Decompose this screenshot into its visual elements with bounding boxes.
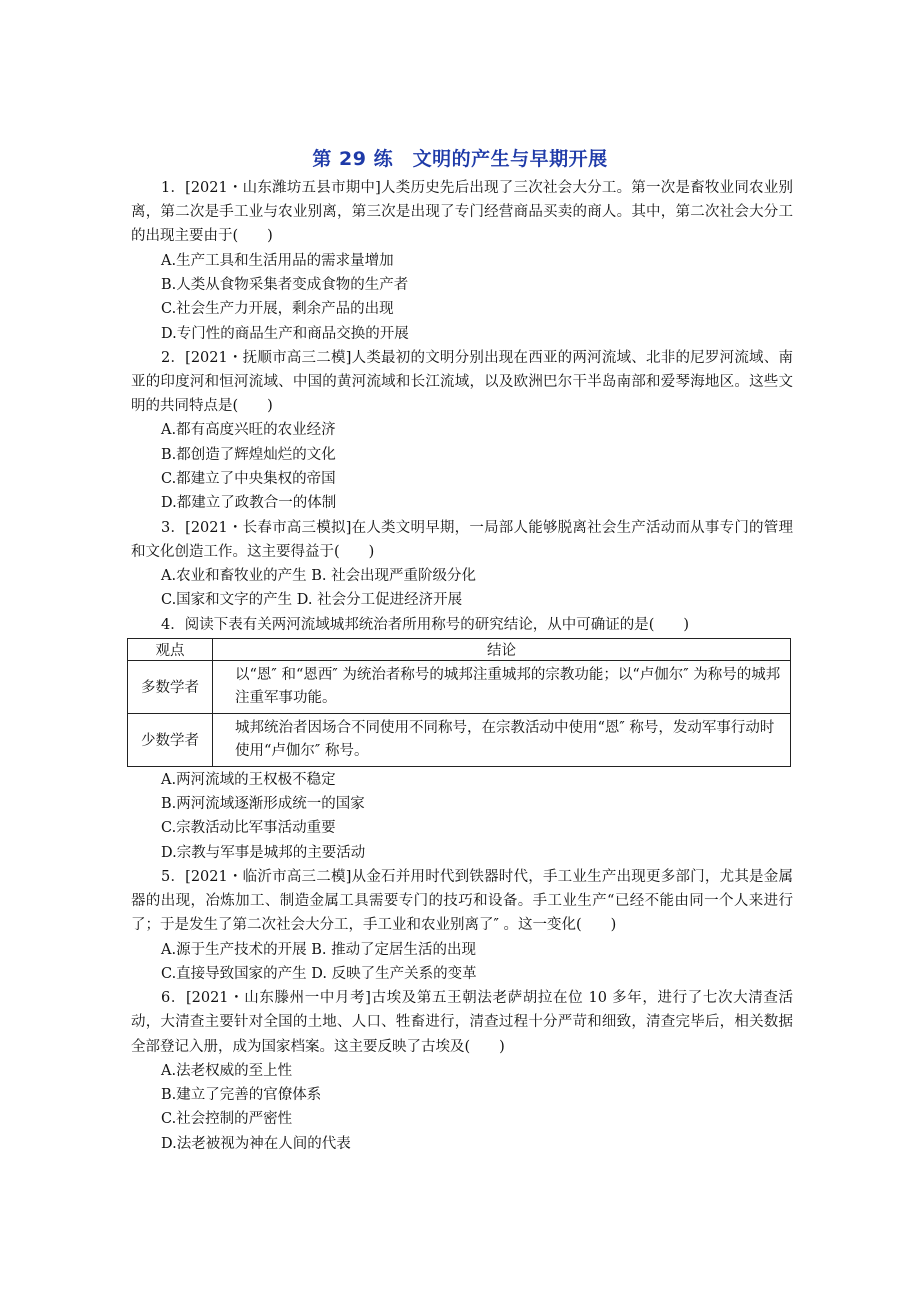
option-a-b: A.农业和畜牧业的产生 B. 社会出现严重阶级分化	[161, 568, 477, 584]
table-cell-conclusion: 城邦统治者因场合不同使用不同称号，在宗教活动中使用“恩″ 称号，发动军事行动时使用“卢伽尔″ 称号。	[213, 713, 791, 766]
question-stem: 6．[2021・山东滕州一中月考]古埃及第五王朝法老萨胡拉在位 10 多年，进行了七次大清查活动，大清查主要针对全国的土地、人口、牲畜进行，清查过程十分严苛和细致，清查完毕后，相关数据全部登记入册，成为国家档案。这主要反映了古埃及( )	[131, 990, 793, 1055]
option-b: B.都创造了辉煌灿烂的文化	[161, 446, 336, 463]
question-stem: 3．[2021・长春市高三模拟]在人类文明早期，一局部人能够脱离社会生产活动而从事专门的管理和文化创造工作。这主要得益于( )	[131, 519, 793, 560]
page-title: 第 29 练 文明的产生与早期开展	[312, 148, 608, 170]
table-row	[128, 713, 791, 766]
option-c: C.社会控制的严密性	[161, 1111, 293, 1128]
option-b: B.两河流域逐渐形成统一的国家	[161, 796, 365, 813]
table-header-cell: 观点	[128, 638, 213, 660]
question-list	[131, 176, 793, 1156]
table-cell-viewpoint: 多数学者	[128, 660, 213, 713]
option-c: C.宗教活动比军事活动重要	[161, 820, 336, 837]
table-header-row	[128, 638, 791, 660]
option-d: D.宗教与军事是城邦的主要活动	[161, 844, 366, 861]
research-table	[127, 638, 791, 767]
question-4	[131, 613, 793, 865]
option-a: A.都有高度兴旺的农业经济	[161, 422, 336, 439]
option-a: A.生产工具和生活用品的需求量增加	[161, 252, 394, 269]
option-b: B.人类从食物采集者变成食物的生产者	[161, 276, 409, 293]
question-2	[131, 346, 793, 516]
option-d: D.法老被视为神在人间的代表	[161, 1135, 351, 1152]
question-stem: 2．[2021・抚顺市高三二模]人类最初的文明分别出现在西亚的两河流域、北非的尼罗河流域、南亚的印度河和恒河流域、中国的黄河流域和长江流域，以及欧洲巴尔干半岛南部和爱琴海地区。这些文明的共同特点是( )	[131, 349, 793, 415]
option-a: A.两河流域的王权极不稳定	[161, 771, 336, 788]
option-b: B.建立了完善的官僚体系	[161, 1087, 322, 1104]
question-1	[131, 176, 793, 346]
question-3	[131, 516, 793, 613]
question-stem: 1．[2021・山东潍坊五县市期中]人类历史先后出现了三次社会大分工。第一次是畜牧业同农业别离，第二次是手工业与农业别离，第三次是出现了专门经营商品买卖的商人。其中，第二次社会大分工的出现主要由于( )	[131, 180, 793, 245]
table-header-cell: 结论	[213, 638, 791, 660]
option-a-b: A.源于生产技术的开展 B. 推动了定居生活的出现	[161, 941, 477, 958]
table-cell-conclusion: 以“恩″ 和“恩西″ 为统治者称号的城邦注重城邦的宗教功能；以“卢伽尔″ 为称号的城邦注重军事功能。	[213, 660, 791, 713]
option-c-d: C.国家和文字的产生 D. 社会分工促进经济开展	[161, 592, 463, 609]
question-5	[131, 865, 793, 986]
question-6	[131, 986, 793, 1156]
option-c: C.都建立了中央集权的帝国	[161, 471, 336, 487]
question-stem: 5．[2021・临沂市高三二模]从金石并用时代到铁器时代，手工业生产出现更多部门，尤其是金属器的出现，冶炼加工、制造金属工具需要专门的技巧和设备。手工业生产“已经不能由同一个人来进行了；于是发生了第二次社会大分工，手工业和农业别离了″ 。这一变化( )	[131, 868, 793, 934]
table-row	[128, 660, 791, 713]
option-d: D.都建立了政教合一的体制	[161, 495, 337, 512]
option-c-d: C.直接导致国家的产生 D. 反映了生产关系的变革	[161, 965, 477, 982]
option-a: A.法老权威的至上性	[161, 1062, 293, 1079]
option-c: C.社会生产力开展，剩余产品的出现	[161, 301, 394, 318]
table-cell-viewpoint: 少数学者	[128, 713, 213, 766]
option-d: D.专门性的商品生产和商品交换的开展	[161, 325, 409, 342]
question-stem: 4．阅读下表有关两河流域城邦统治者所用称号的研究结论，从中可确证的是( )	[161, 616, 690, 633]
